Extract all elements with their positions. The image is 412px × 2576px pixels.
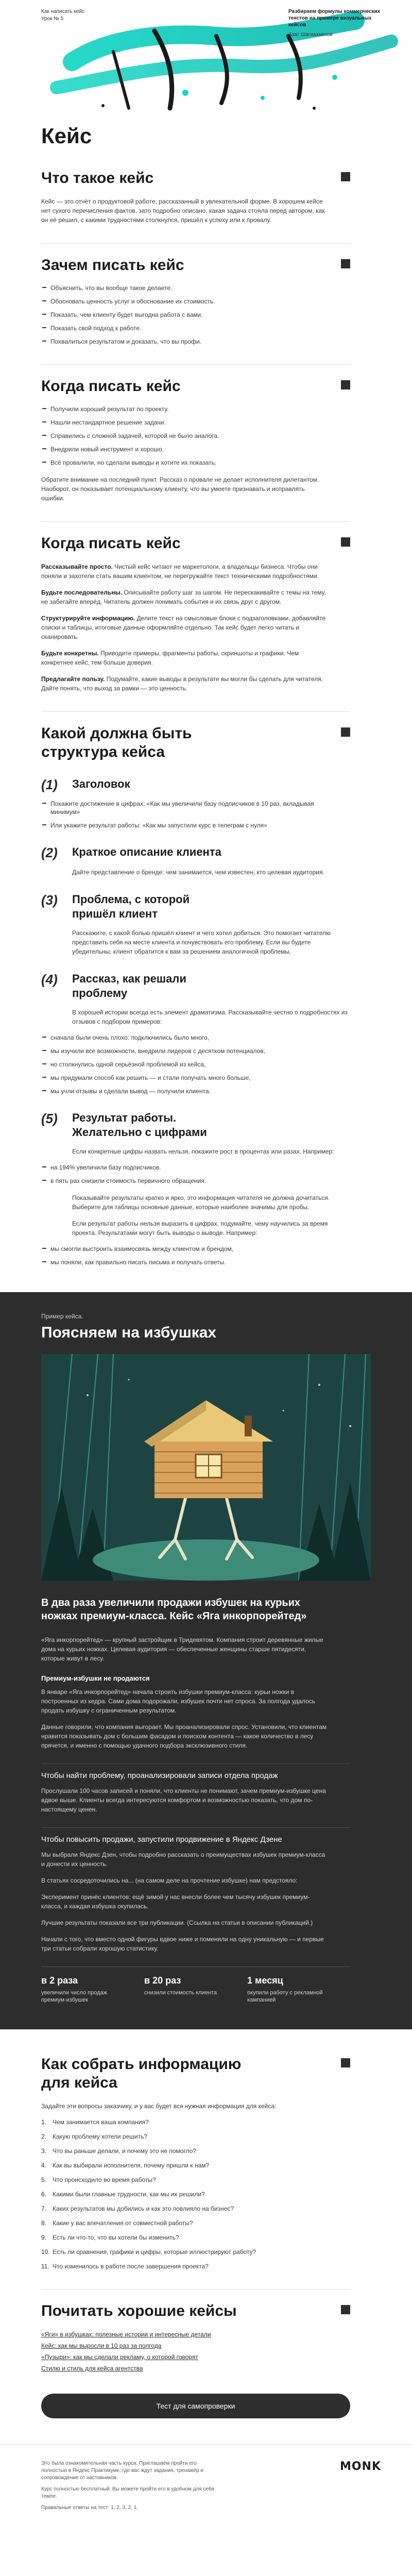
question-item: 7. Каких результатов мы добились и как это повлияло на бизнес? xyxy=(41,2205,234,2212)
when-list xyxy=(41,405,350,467)
step-list xyxy=(41,1163,350,1185)
section-structure-header xyxy=(41,724,350,761)
stat-label: увеличили число продаж премиум-избушек xyxy=(41,1990,107,2003)
step-text: Расскажите, с какой болью пришёл клиент и чего хотел добиться. Это помогает читателю представить себя на месте клиента и почувствовать его проблему. Если вы будете убедительны, клиент обратится к вам за решением аналогичной проблемы. xyxy=(72,929,331,955)
tip-text: Приводите примеры, фрагменты работы, скриншоты и графики. Чем конкретнее кейс, тем больше доверия. xyxy=(41,650,299,666)
list-item: Показать свой подход к работе. xyxy=(41,324,319,332)
case-lead: В два раза увеличили продажи избушек на курьих ножках премиум-класса. Кейс «Яга инкорпорейтед» xyxy=(41,1597,307,1622)
stat-value: в 20 раз xyxy=(144,1975,181,1986)
section-title-collect: Как собрать информацию для кейса xyxy=(41,2056,242,2091)
case-kicker: Пример кейса. xyxy=(41,1313,83,1320)
section-when-2-header xyxy=(41,534,350,553)
step-number: (3) xyxy=(41,892,58,908)
question-item: 1. Чем занимается ваша компания? xyxy=(41,2119,149,2126)
step-number: (5) xyxy=(41,1111,58,1126)
case-problem-text-2: Данные говорили, что компания выгорает. Мы проанализировали спрос. Установили, что клиентам нравится показывать дом с большим фасадом и поиском контента — какое количество в лесу прячется, и именно с помощью удачного подбора эксклюзивного стиля. xyxy=(41,1723,327,1749)
hero xyxy=(0,0,412,124)
section-marker xyxy=(341,380,350,389)
lesson-number: Урок № 5 xyxy=(41,16,64,22)
list-item: на 194% увеличили базу подписчиков. xyxy=(41,1163,319,1172)
case-solution-text-3: Лучшие результаты показали все три публикации. (Ссылка на статьи в описании публикаций.) xyxy=(41,1919,313,1926)
list-item: Или укажите результат работы: «Как мы запустили курс в телеграм с нуля» xyxy=(41,821,319,829)
case-link[interactable]: «Пузыри»: как мы сделали рекламу, о которой говорят xyxy=(41,2353,198,2361)
content-column-2 xyxy=(41,2055,350,2418)
tip-text: Делите текст на смысловые блоки с подзаголовками, добавляйте списки и таблицы, итоговые данные оформляйте отдельно. Так кейс будет легко читать и сканировать. xyxy=(41,615,326,640)
case-solution-title: Чтобы повысить продажи, запустили продвижение в Яндекс Дзене xyxy=(41,1827,350,1844)
question-text: Есть ли сравнения, графики и цифры, которые иллюстрируют работу? xyxy=(53,2248,256,2256)
list-item: Объяснить, что вы вообще такое делаете. xyxy=(41,284,319,292)
what-text: Кейс — это отчёт о продуктовой работе, рассказанный в увлекательной форме. В хорошем кейсе нет сухого перечисления фактов, зато подробно описано, какая задача стояла перед автором, как он её решил, с какими трудностями столкнулся, пришёл к успеху или к провалу. xyxy=(41,198,325,224)
list-item: Обосновать ценность услуг и обоснование их стоимость. xyxy=(41,297,319,306)
case-problem-title: Премиум-избушки не продаются xyxy=(41,1674,150,1682)
content-column xyxy=(41,124,350,1266)
tip-text: Подумайте, какие выводы в результате вы могли бы сделать для читателя. Дайте понять, что выход за рамки — это ценность. xyxy=(41,675,323,692)
list-item: но столкнулись одной серьёзной проблемой из кейса, xyxy=(41,1060,319,1069)
section-marker xyxy=(341,2058,350,2067)
question-text: Что происходило во время работы? xyxy=(53,2176,156,2183)
collect-intro: Задайте эти вопросы заказчику, и у вас будет вся нужная информация для кейса: xyxy=(41,2103,277,2110)
self-test-button[interactable]: Тест для самопроверки xyxy=(41,2394,350,2418)
step-header xyxy=(41,1111,350,1140)
case-title: Поясняем на избушках xyxy=(41,1324,217,1341)
tip-paragraph xyxy=(41,674,330,693)
case-analysis-title: Чтобы найти проблему, проанализировали записи отдела продаж xyxy=(41,1764,350,1780)
section-marker xyxy=(341,727,350,737)
case-link[interactable]: Стилю и стиль для кейса агентства xyxy=(41,2365,143,2372)
list-item: Справились с сложной задачей, которой не было аналога. xyxy=(41,432,319,440)
case-body xyxy=(41,1596,350,2004)
section-title-good: Почитать хорошие кейсы xyxy=(41,2302,237,2319)
section-when-2 xyxy=(41,521,350,693)
page-title: Кейс xyxy=(41,124,92,148)
case-analysis-text: Прослушали 100 часов записей и поняли, что клиенты не понимают, зачем премиум-избушке цена вдвое выше. Клиенты всегда интересуются комфортом и возможностью показать, что дом по-настоящему ценен. xyxy=(41,1787,326,1813)
list-item: в пять раз снизили стоимость первичного обращения. xyxy=(41,1177,319,1185)
course-name: Как написать кейс xyxy=(41,9,85,14)
section-marker xyxy=(341,537,350,547)
case-links xyxy=(41,2330,350,2373)
step-header xyxy=(41,972,350,1001)
step-title: Краткое описание клиента xyxy=(72,845,221,858)
step-text: В хорошей истории всегда есть элемент драматизма. Рассказывайте честно о подробностях из отзывов с подбором примеров: xyxy=(72,1009,348,1025)
question-item: 3. Что вы раньше делали, и почему это не помогло? xyxy=(41,2147,197,2155)
question-item: 4. Как вы выбирали исполнителя, почему пришли к нам? xyxy=(41,2162,210,2169)
step-number: (1) xyxy=(41,777,58,792)
section-marker xyxy=(341,172,350,181)
list-item: Всё провалили, но сделали выводы и хотите их показать. xyxy=(41,459,319,467)
section-title-what: Что такое кейс xyxy=(41,170,154,187)
list-item: Получили хороший результат по проекту. xyxy=(41,405,319,413)
when-note: Обратите внимание на последний пункт. Рассказ о провале не делает исполнителя дилетантом. Наоборот, он показывает потенциальному клиенту, что вы умеете признавать и исправлять ошибки. xyxy=(41,476,319,502)
tip-text: Описывайте работу шаг за шагом. Не перескакивайте с темы на тему, не забегайте вперёд. Читатель должен понимать события и их связь друг с другом. xyxy=(41,589,326,605)
stat-item xyxy=(41,1975,129,2004)
step-title: Заголовок xyxy=(72,777,130,790)
question-text: Какие у вас впечатления от совместной работы? xyxy=(53,2219,193,2227)
stat-label: окупили работу с рекламной кампанией xyxy=(247,1990,323,2003)
case-link[interactable]: «Яги» в избушках: полезные истории и интересные детали xyxy=(41,2331,211,2338)
why-list xyxy=(41,284,350,346)
section-when-1-header xyxy=(41,377,350,396)
question-text: Каких результатов мы добились и как это повлияло на бизнес? xyxy=(53,2205,234,2212)
stat-value: 1 месяц xyxy=(247,1975,283,1986)
hut-illustration xyxy=(41,1354,371,1581)
case-example-section xyxy=(0,1292,412,2029)
question-text: Что изменилось в работе после завершения проекта? xyxy=(53,2263,209,2270)
question-item: 2. Какую проблему хотели решить? xyxy=(41,2133,148,2140)
stat-item xyxy=(144,1975,232,2004)
step-header xyxy=(41,845,350,860)
question-text: Чем занимается ваша компания? xyxy=(53,2119,149,2126)
section-title-structure: Какой должна быть структура кейса xyxy=(41,725,192,760)
step-text: Показывайте результаты кратко и ярко, это информация читателя не должна дочитаться. Выберите для таблицы основные данные, которые наиболее значимы для пробы. xyxy=(72,1194,330,1211)
tip-paragraph xyxy=(41,588,330,606)
tip-lead: Предлагайте пользу. xyxy=(41,675,105,683)
case-header xyxy=(41,1313,350,1342)
article-meta xyxy=(288,8,381,38)
step-text: Дайте представление о бренде: чем занимается, чем известен, кто целевая аудитория. xyxy=(72,869,324,876)
question-item: 6. Какими были главные трудности, как мы их решили? xyxy=(41,2191,205,2198)
list-item: мы изучили все возможности, внедрили лидеров с десятком потенциалов, xyxy=(41,1047,319,1055)
question-text: Есть ли что-то, что вы хотели бы изменить? xyxy=(53,2234,179,2241)
tip-paragraph xyxy=(41,614,330,641)
question-item: 9. Есть ли что-то, что вы хотели бы изменить? xyxy=(41,2234,179,2241)
tip-lead: Рассказывайте просто. xyxy=(41,563,113,570)
step-text: Если конкретные цифры назвать нельзя, покажите рост в процентах или разах. Например: xyxy=(72,1148,334,1155)
section-structure xyxy=(41,711,350,1266)
step-number: (2) xyxy=(41,845,58,860)
question-item: 10. Есть ли сравнения, графики и цифры, которые иллюстрируют работу? xyxy=(41,2248,256,2256)
list-item: мы поняли, как правильно писать письма и получать ответы. xyxy=(41,1258,319,1266)
question-text: Как вы выбирали исполнителя, почему пришли к нам? xyxy=(53,2162,210,2169)
footer xyxy=(0,2444,412,2536)
step-text: Если результат работы нельзя выразить в цифрах, подумайте, чему научились за время проекта. Результатами могут быть выводы о выводе. Например: xyxy=(72,1220,328,1236)
section-marker xyxy=(341,259,350,268)
tip-lead: Структурируйте информацию. xyxy=(41,615,135,622)
question-item: 5. Что происходило во время работы? xyxy=(41,2176,156,2183)
question-text: Какими были главные трудности, как мы их решили? xyxy=(53,2191,205,2198)
step-list xyxy=(41,800,350,829)
step-header xyxy=(41,777,350,792)
section-title-when: Когда писать кейс xyxy=(41,378,181,395)
question-text: Что вы раньше делали, и почему это не помогло? xyxy=(53,2147,197,2155)
case-solution-text-2: Эксперимент принёс клиентов: ещё зимой у нас внесли более чем тысячу избушек премиум-класса, и каждая избушка окупилась. xyxy=(41,1893,310,1910)
case-link[interactable]: Кейс: как мы выросли в 10 раз за полгода xyxy=(41,2342,162,2349)
author-name: Азат Шагиахметов xyxy=(288,32,333,38)
list-item: сначала были очень плохо: подключились было много, xyxy=(41,1033,319,1042)
tip-lead: Будьте последовательны. xyxy=(41,589,123,596)
case-stats xyxy=(41,1967,350,2004)
step-title: Результат работы. Желательно с цифрами xyxy=(72,1111,207,1139)
step-number: (4) xyxy=(41,972,58,987)
case-solution-list-intro: В статьях сосредоточились на... (на самом деле на прочтение избушке) нам предстояло: xyxy=(41,1877,298,1884)
brand-logo[interactable]: MONK xyxy=(339,2460,381,2473)
footer-line: Это была ознакомительная часть курса. Приглашаем пройти его полностью в Яндекс Практикуме, где вас ждут задания, тренажёр и сопровождение от наставников. xyxy=(41,2461,203,2481)
stat-item xyxy=(247,1975,335,2004)
footer-line: Правильные ответы на тест: 1, 2, 3, 2, 1. xyxy=(41,2505,139,2511)
section-good-cases xyxy=(41,2289,350,2418)
footer-text xyxy=(41,2460,216,2516)
stat-value: в 2 раза xyxy=(41,1975,78,1986)
step-list xyxy=(41,1245,350,1266)
section-collect-header xyxy=(41,2055,350,2092)
case-intro: «Яга инкорпорейтед» — крупный застройщик в Тридевятом. Компания строит деревянные жилые дома на курьих ножках. Целевая аудитория — обеспеченные женщины старше пятидесяти, которые живут в лесу. xyxy=(41,1636,323,1662)
list-item: мы учли отзывы и сделали вывод — получили клиента. xyxy=(41,1087,319,1095)
section-marker xyxy=(341,2305,350,2314)
step-header xyxy=(41,892,350,921)
tip-paragraph xyxy=(41,649,330,667)
section-title-why: Зачем писать кейс xyxy=(41,257,184,274)
article-subtitle: Разбираем формулы коммерческих текстов на примере визуальных кейсов xyxy=(288,9,381,28)
tip-lead: Будьте конкретны. xyxy=(41,650,99,657)
step-title: Рассказ, как решали проблему xyxy=(72,972,186,999)
lesson-meta xyxy=(41,8,84,23)
question-text: Какую проблему хотели решить? xyxy=(53,2133,148,2140)
step-list xyxy=(41,1033,350,1095)
question-item: 8. Какие у вас впечатления от совместной работы? xyxy=(41,2219,193,2227)
question-list xyxy=(41,2118,350,2270)
section-good-header xyxy=(41,2302,350,2320)
list-item: Показать, чем клиенту будет выгодна работа с вами. xyxy=(41,311,319,319)
section-what-header xyxy=(41,169,350,188)
section-why-header xyxy=(41,256,350,275)
list-item: мы смогли выстроить взаимосвязь между клиентом и брендом, xyxy=(41,1245,319,1253)
case-solution-text: Мы выбрали Яндекс Дзен, чтобы подробно рассказать о преимуществах избушек премиум-класса и донести их ценность. xyxy=(41,1851,325,1868)
question-item: 11. Что изменилось в работе после завершения проекта? xyxy=(41,2263,209,2270)
section-when-1 xyxy=(41,364,350,503)
section-why xyxy=(41,243,350,346)
section-title-how: Когда писать кейс xyxy=(41,535,181,552)
hut-on-chicken-legs-image xyxy=(41,1354,371,1581)
case-problem-text: В январе «Яга инкорпорейтед» начала строить избушки премиум-класса: курьи ножки в построенных из кедра. Сами дома подорожали, избушек почти нет спроса. За полгода удалось продать избушку с ограниченным результатом. xyxy=(41,1688,316,1714)
list-item: мы придумали способ как решить — и стали получать много больше, xyxy=(41,1074,319,1082)
list-item: Внедрили новый инструмент и хорошо. xyxy=(41,445,319,453)
tip-paragraph xyxy=(41,562,330,581)
case-result-text: Начали с того, что вместо одной фигуры вдвое ниже и поменяли на одну уникальную — и первые три статьи собрали хорошую статистику. xyxy=(41,1936,324,1952)
footer-line: Курс полностью бесплатный. Вы можете пройти его в удобном для себя темпе. xyxy=(41,2486,214,2499)
list-item: Похвалиться результатом и доказать, что вы профи. xyxy=(41,337,319,346)
step-title: Проблема, с которой пришёл клиент xyxy=(72,893,190,920)
list-item: Нашли нестандартное решение задачи. xyxy=(41,418,319,427)
tip-text: Чистый кейс читают не маркетологи, а владельцы бизнеса. Чтобы они поняли и захотели стать вашим клиентом, не перегружайте текст техническими подробностями. xyxy=(41,563,319,580)
stat-label: снизили стоимость клиента xyxy=(144,1990,217,1996)
list-item: Покажите достижение в цифрах: «Как мы увеличили базу подписчиков в 10 раз, вкладывая минимум» xyxy=(41,800,319,816)
